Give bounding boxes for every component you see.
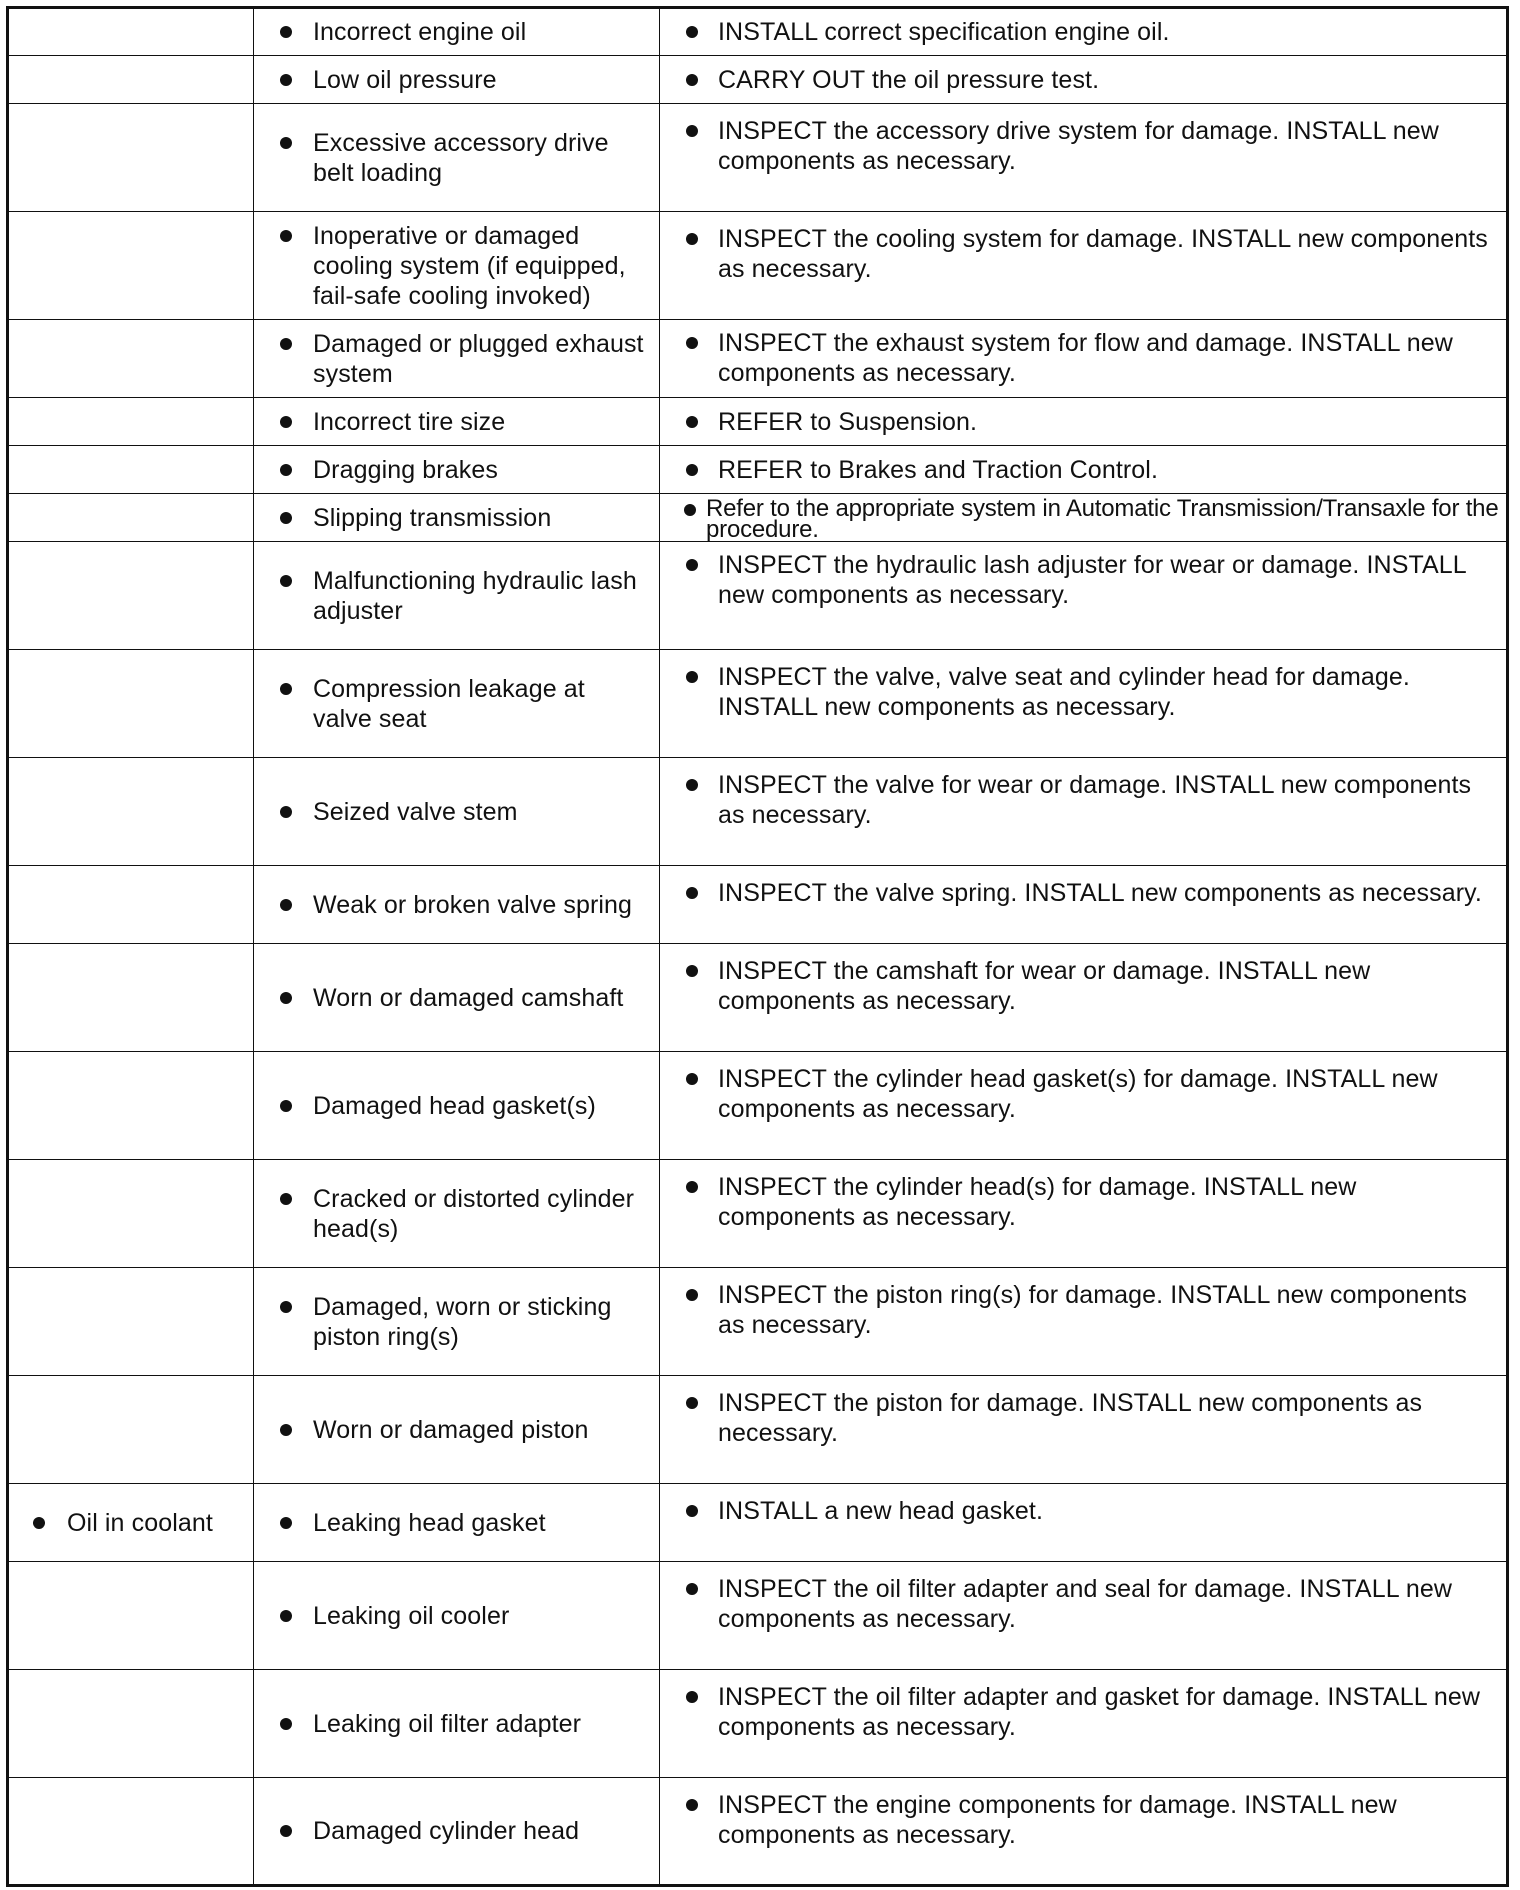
action-text: INSPECT the oil filter adapter and seal for damage. INSTALL new components as necessary. [718,1575,1452,1633]
bullet-icon [686,337,698,349]
condition-cell [8,1268,254,1376]
action-cell [660,1376,1508,1484]
cause-text: Excessive accessory drive belt loading [313,128,609,187]
action-cell [660,1670,1508,1778]
bullet-icon [280,416,292,428]
action-text: INSPECT the cylinder head(s) for damage. INSTALL new components as necessary. [718,1173,1357,1231]
table-row [8,866,1508,944]
cause-text: Damaged or plugged exhaust system [313,329,644,388]
bullet-icon [686,1583,698,1595]
cause-text: Cracked or distorted cylinder head(s) [313,1184,635,1243]
action-text: INSTALL a new head gasket. [718,1497,1044,1525]
cause-cell [254,1376,660,1484]
action-text: INSPECT the cylinder head gasket(s) for damage. INSTALL new components as necessary. [718,1065,1438,1123]
bullet-icon [686,233,698,245]
action-cell [660,866,1508,944]
bullet-icon [684,504,696,516]
bullet-icon [280,1424,292,1436]
action-text: INSPECT the cooling system for damage. INSTALL new components as necessary. [718,225,1488,283]
cause-cell [254,398,660,446]
action-text: INSPECT the hydraulic lash adjuster for wear or damage. INSTALL new components as necessary. [718,551,1466,609]
bullet-icon [686,965,698,977]
action-text: INSPECT the valve spring. INSTALL new components as necessary. [718,879,1482,907]
bullet-icon [33,1517,45,1529]
cause-text: Damaged head gasket(s) [313,1091,596,1120]
bullet-icon [686,464,698,476]
action-cell [660,1484,1508,1562]
action-cell [660,758,1508,866]
condition-cell [8,494,254,542]
table-row [8,1670,1508,1778]
cause-cell [254,542,660,650]
condition-cell [8,104,254,212]
bullet-icon [686,74,698,86]
action-text: INSPECT the camshaft for wear or damage. INSTALL new components as necessary. [718,957,1371,1015]
cause-text: Damaged, worn or sticking piston ring(s) [313,1292,612,1351]
action-text: REFER to Brakes and Traction Control. [718,455,1158,484]
cause-text: Compression leakage at valve seat [313,674,585,733]
cause-text: Seized valve stem [313,797,518,826]
table-row [8,542,1508,650]
cause-cell [254,56,660,104]
action-cell [660,542,1508,650]
table-row [8,494,1508,542]
cause-cell [254,1052,660,1160]
condition-cell [8,1376,254,1484]
cause-text: Slipping transmission [313,503,552,532]
table-row [8,56,1508,104]
action-cell [660,104,1508,212]
table-row [8,758,1508,866]
cause-text: Incorrect tire size [313,407,506,436]
action-cell [660,56,1508,104]
action-text: INSPECT the piston ring(s) for damage. INSTALL new components as necessary. [718,1281,1468,1339]
table-row [8,320,1508,398]
action-cell [660,494,1508,542]
cause-text: Low oil pressure [313,65,497,94]
table-row [8,8,1508,56]
action-text: INSPECT the valve, valve seat and cylinder head for damage. INSTALL new components as necessary. [718,663,1410,721]
cause-text: Worn or damaged camshaft [313,983,624,1012]
table-row [8,1160,1508,1268]
table-row [8,1052,1508,1160]
bullet-icon [280,137,292,149]
condition-cell [8,1160,254,1268]
table-row [8,650,1508,758]
condition-cell [8,1670,254,1778]
cause-text: Leaking oil filter adapter [313,1709,582,1738]
cause-cell [254,1268,660,1376]
table-row [8,104,1508,212]
cause-text: Malfunctioning hydraulic lash adjuster [313,566,637,625]
condition-cell [8,1484,254,1562]
action-cell [660,650,1508,758]
action-cell [660,944,1508,1052]
bullet-icon [280,1100,292,1112]
cause-text: Worn or damaged piston [313,1415,589,1444]
table-row [8,944,1508,1052]
condition-cell [8,1052,254,1160]
cause-cell [254,446,660,494]
action-text: INSPECT the valve for wear or damage. INSTALL new components as necessary. [718,771,1472,829]
bullet-icon [280,1718,292,1730]
action-text: REFER to Suspension. [718,407,978,436]
action-cell [660,398,1508,446]
bullet-icon [280,575,292,587]
bullet-icon [280,338,292,350]
action-cell [660,1268,1508,1376]
cause-text: Leaking head gasket [313,1508,546,1537]
cause-cell [254,1160,660,1268]
condition-cell [8,866,254,944]
condition-cell [8,1562,254,1670]
bullet-icon [686,779,698,791]
cause-cell [254,494,660,542]
action-text: INSPECT the accessory drive system for damage. INSTALL new components as necessary. [718,117,1439,175]
action-cell [660,1160,1508,1268]
action-text: CARRY OUT the oil pressure test. [718,65,1100,94]
table-row [8,212,1508,320]
bullet-icon [686,1691,698,1703]
cause-cell [254,650,660,758]
bullet-icon [280,1301,292,1313]
bullet-icon [686,1289,698,1301]
cause-cell [254,1562,660,1670]
bullet-icon [280,899,292,911]
cause-cell [254,944,660,1052]
table-row [8,1562,1508,1670]
bullet-icon [280,74,292,86]
cause-cell [254,8,660,56]
cause-cell [254,1778,660,1886]
condition-text: Oil in coolant [67,1508,213,1537]
bullet-icon [686,671,698,683]
bullet-icon [280,1193,292,1205]
action-text: INSPECT the exhaust system for flow and damage. INSTALL new components as necessary. [718,329,1453,387]
bullet-icon [280,992,292,1004]
table-row [8,1778,1508,1886]
bullet-icon [280,1517,292,1529]
action-cell [660,1778,1508,1886]
condition-cell [8,8,254,56]
bullet-icon [686,1799,698,1811]
bullet-icon [686,559,698,571]
action-text: INSPECT the piston for damage. INSTALL new components as necessary. [718,1389,1423,1447]
bullet-icon [280,512,292,524]
cause-cell [254,104,660,212]
cause-text: Weak or broken valve spring [313,890,633,919]
condition-cell [8,212,254,320]
action-cell [660,212,1508,320]
cause-cell [254,866,660,944]
action-cell [660,320,1508,398]
table-row [8,1376,1508,1484]
cause-text: Incorrect engine oil [313,18,527,46]
cause-text: Inoperative or damaged cooling system (if equipped, fail-safe cooling invoked) [313,221,626,310]
action-text: INSPECT the oil filter adapter and gasket for damage. INSTALL new components as necessary. [718,1683,1480,1741]
bullet-icon [686,1181,698,1193]
condition-cell [8,1778,254,1886]
condition-cell [8,398,254,446]
bullet-icon [686,26,698,38]
bullet-icon [686,1397,698,1409]
condition-cell [8,446,254,494]
action-text: INSTALL correct specification engine oil. [718,18,1170,46]
diagnostic-table [6,6,1509,1887]
cause-cell [254,212,660,320]
table-row [8,446,1508,494]
bullet-icon [686,1073,698,1085]
bullet-icon [686,125,698,137]
action-cell [660,1052,1508,1160]
action-text: INSPECT the engine components for damage. INSTALL new components as necessary. [718,1791,1397,1849]
cause-cell [254,320,660,398]
bullet-icon [686,887,698,899]
bullet-icon [280,683,292,695]
action-cell [660,1562,1508,1670]
cause-text: Damaged cylinder head [313,1817,580,1845]
cause-text: Dragging brakes [313,455,498,484]
bullet-icon [280,26,292,38]
bullet-icon [280,230,292,242]
cause-cell [254,758,660,866]
table-row [8,1484,1508,1562]
table-row [8,1268,1508,1376]
condition-cell [8,650,254,758]
bullet-icon [686,1505,698,1517]
bullet-icon [280,806,292,818]
condition-cell [8,758,254,866]
bullet-icon [280,1610,292,1622]
table-row [8,398,1508,446]
condition-cell [8,320,254,398]
cause-text: Leaking oil cooler [313,1601,510,1630]
condition-cell [8,944,254,1052]
condition-cell [8,542,254,650]
bullet-icon [686,416,698,428]
action-text: Refer to the appropriate system in Automatic Transmission/Transaxle for the procedure. [706,495,1499,543]
action-cell [660,8,1508,56]
bullet-icon [280,1825,292,1837]
cause-cell [254,1484,660,1562]
bullet-icon [280,464,292,476]
cause-cell [254,1670,660,1778]
condition-cell [8,56,254,104]
action-cell [660,446,1508,494]
